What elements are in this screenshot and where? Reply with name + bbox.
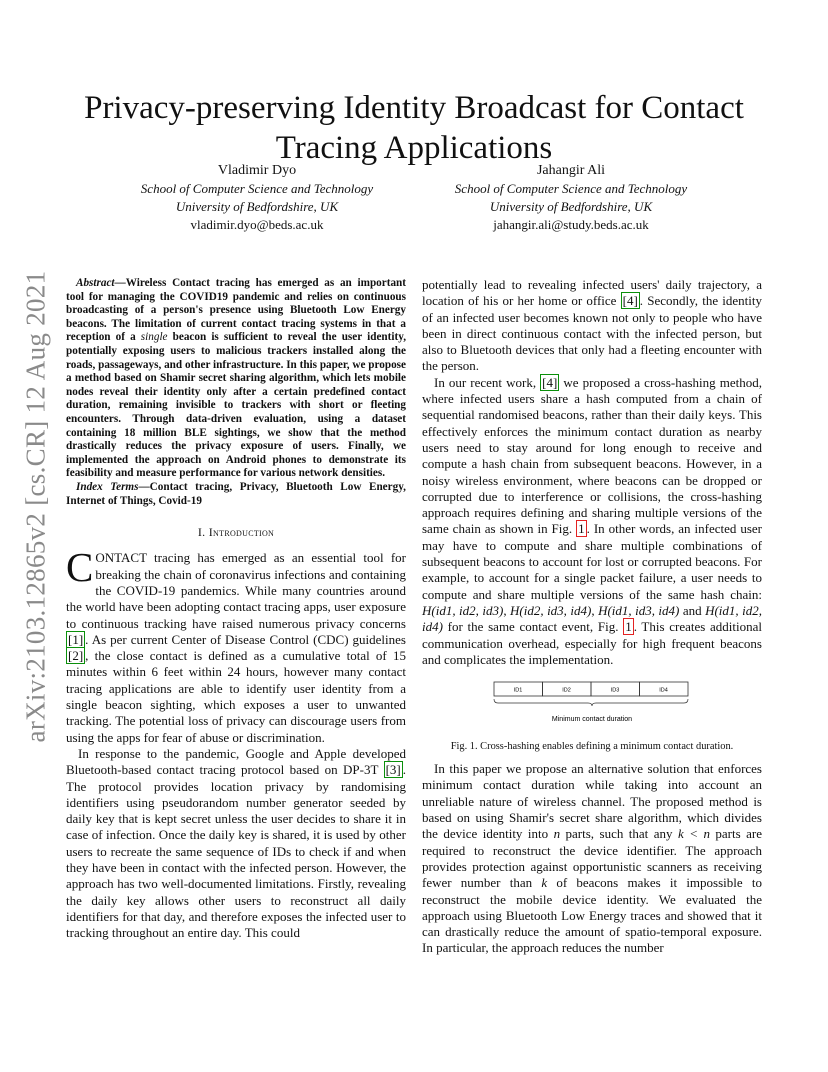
beacon-label: ID2 <box>562 687 571 694</box>
index-terms-label: Index Terms <box>76 480 139 493</box>
text-run: for the same contact event, Fig. <box>442 619 624 635</box>
abstract-label: Abstract <box>76 277 115 289</box>
text-run: parts, such that any <box>560 826 678 842</box>
math-k: k <box>541 875 548 891</box>
duration-brace <box>494 699 688 706</box>
abstract-single: single <box>140 331 168 344</box>
text-run: . As per current Center of Disease Control (CDC) guidelines <box>85 631 406 647</box>
left-column <box>66 277 406 942</box>
author-institution: University of Bedfordshire, UK <box>489 199 653 214</box>
text-run: . In other words, an infected user may have to compute and share multiple combinations of subsequent beacons to account for lost or corrupted beacons. For example, to account for a single packet failure, a user needs to compute and share multiple versions of the same hash chain: <box>422 521 763 602</box>
author-name: Jahangir Ali <box>536 163 606 178</box>
section-number: I. <box>197 525 206 540</box>
math-k-less-n: k < n <box>677 826 710 842</box>
index-terms <box>66 481 406 508</box>
text-run: . This creates additional communication overhead, especially for high frequent beacons and complicates the implementation. <box>422 619 763 667</box>
abstract-text-cont: beacon is sufficient to reveal the user identity, potentially exposing users to malicious trackers installed along the roads, passageways, and other infrastructure. In this paper, we propose a method based on Shamir secret sharing algorithm, which lets mobile nodes reveal their identity only after a certain predefined contact duration, remaining invisible to trackers with short or fleeting encounters. Through data-driven evaluation, using a dataset containing 18 million BLE sightings, we show that the method drastically reduces the privacy exposure of users. Finally, we implemented the approach on Android phones to demonstrate its feasibility and measure performance for various network densities. <box>66 331 406 480</box>
beacon-label: ID1 <box>513 687 523 694</box>
author-block-1 <box>92 162 422 234</box>
right-paragraph-3 <box>422 761 762 957</box>
author-email: vladimir.dyo@beds.ac.uk <box>190 217 324 232</box>
beacon-label: ID3 <box>610 687 620 694</box>
beacon-label: ID4 <box>659 687 668 694</box>
section-title: Introduction <box>208 525 275 540</box>
text-run: ONTACT tracing has emerged as an essential tool for breaking the chain of coronavirus infections and containing the COVID-19 pandemics. While many countries around the world have been adopting contact tracing apps, user exposure to continuous tracking have raised numerous privacy concerns <box>66 550 406 631</box>
author-institution: University of Bedfordshire, UK <box>175 199 339 214</box>
abstract <box>66 277 406 481</box>
citation-link[interactable]: [1] <box>68 631 84 647</box>
duration-axis-label: Minimum contact duration <box>551 716 633 724</box>
paper-title: Privacy-preserving Identity Broadcast for Contact Tracing Applications <box>84 90 744 167</box>
text-run: . Secondly, the identity of an infected user becomes known not only to people who have been in direct continuous contact with the infected person, but also to Bluetooth devices that only had a fleeting encounter with the person. <box>422 293 763 374</box>
text-run: we proposed a cross-hashing method, where infected users share a hash computed from a chain of sequential randomised beacons, rather than their daily keys. This effectively enforces the minimum contact duration as nearby users need to stay around for long enough to receive and compute a hash chain from subsequent beacons. However, in a noisy wireless environment, where beacons can be dropped or corrupted due to interference or collisions, the cross-hashing approach requires defining and sharing multiple versions of the same chain as shown in Fig. <box>422 374 762 537</box>
intro-paragraph-2 <box>66 746 406 942</box>
arxiv-identifier-stamp <box>4 256 68 756</box>
index-terms-text: —Contact tracing, Privacy, Bluetooth Low Energy, Internet of Things, Covid-19 <box>66 480 406 507</box>
section-heading-introduction <box>66 524 406 540</box>
citation-link[interactable]: [3] <box>385 762 401 778</box>
abstract-text: —Wireless Contact tracing has emerged as an important tool for managing the COVID19 pandemic and relies on continuous broadcasting of a person's presence using Bluetooth Low Energy beacons. The limitation of current contact tracing systems in that a reception of a <box>66 277 406 344</box>
citation-link[interactable]: [2] <box>68 648 84 664</box>
arxiv-identifier: arXiv:2103.12865v2 [cs.CR] 12 Aug 2021 <box>20 270 51 742</box>
author-affiliation: School of Computer Science and Technology <box>454 181 688 196</box>
right-column <box>422 277 762 957</box>
math-hash-2: H(id2, id3, id4) <box>510 602 592 618</box>
citation-link[interactable]: [4] <box>542 374 558 390</box>
citation-link[interactable]: [4] <box>622 293 638 309</box>
math-hash-4: H(id1, id2, id4) <box>422 602 762 635</box>
figure-caption: Fig. 1. Cross-hashing enables defining a minimum contact duration. <box>450 741 734 753</box>
beacon-chain-diagram <box>492 680 692 732</box>
text-run: , <box>503 602 511 618</box>
text-run: In response to the pandemic, Google and Apple developed Bluetooth-based contact tracing protocol based on DP-3T <box>66 745 406 778</box>
right-paragraph-2 <box>422 375 762 668</box>
author-name: Vladimir Dyo <box>217 163 297 178</box>
math-hash-1: H(id1, id2, id3) <box>422 602 504 618</box>
math-hash-3: H(id1, id3, id4) <box>598 602 680 618</box>
text-run: and <box>679 602 706 618</box>
text-run: . The protocol provides location privacy by randomising identifiers using pseudorandom number generator seeded by daily key that is kept secret unless the user decides to share it in case of infection. Once the daily key is shared, it is used by other users to recreate the same sequence of IDs to check if and when they have been in contact with the infected person. However, the approach has two well-documented limitations. Firstly, revealing the daily key allows other users to reconstruct all daily identifiers for that day, and therefore exposes the infected user to tracking throughout an entire day. This could <box>66 762 406 941</box>
author-affiliation: School of Computer Science and Technology <box>140 181 374 196</box>
text-run: , the close contact is defined as a cumulative total of 15 minutes within 6 feet within 24 hours, however many contact tracing applications are able to identify user identity from a single beacon sighting, which exposes a user to unwanted tracking. The potential loss of privacy can discourage users from using the apps for fear of abuse or discrimination. <box>66 648 406 745</box>
drop-cap: C <box>66 544 94 591</box>
text-run: parts are required to reconstruct the device identifier. The approach provides protection against opportunistic scanners as receiving fewer number than <box>422 826 763 891</box>
text-run: of beacons makes it impossible to reconstruct the mobile device identity. We evaluated the approach using Bluetooth Low Energy traces and showed that it can drastically reduce the amount of spatio-temporal exposure. In particular, the approach reduces the number <box>422 875 762 956</box>
text-run: potentially lead to revealing infected users' daily trajectory, a location of his or her home or office <box>422 277 762 309</box>
right-paragraph-1 <box>422 277 762 375</box>
figure-1 <box>422 680 762 753</box>
author-block-2 <box>406 162 736 234</box>
text-run: , <box>591 602 599 618</box>
figure-link[interactable]: 1 <box>625 619 632 635</box>
math-n: n <box>553 826 561 842</box>
text-run: In our recent work, <box>434 374 541 390</box>
text-run: In this paper we propose an alternative solution that enforces minimum contact duration while taking into account an unreliable nature of wireless channel. The proposed method is based on using Shamir's secret share algorithm, which divides the device identity into <box>422 761 762 842</box>
author-email: jahangir.ali@study.beds.ac.uk <box>493 217 649 232</box>
figure-link[interactable]: 1 <box>578 521 585 537</box>
intro-paragraph-1 <box>66 544 406 746</box>
